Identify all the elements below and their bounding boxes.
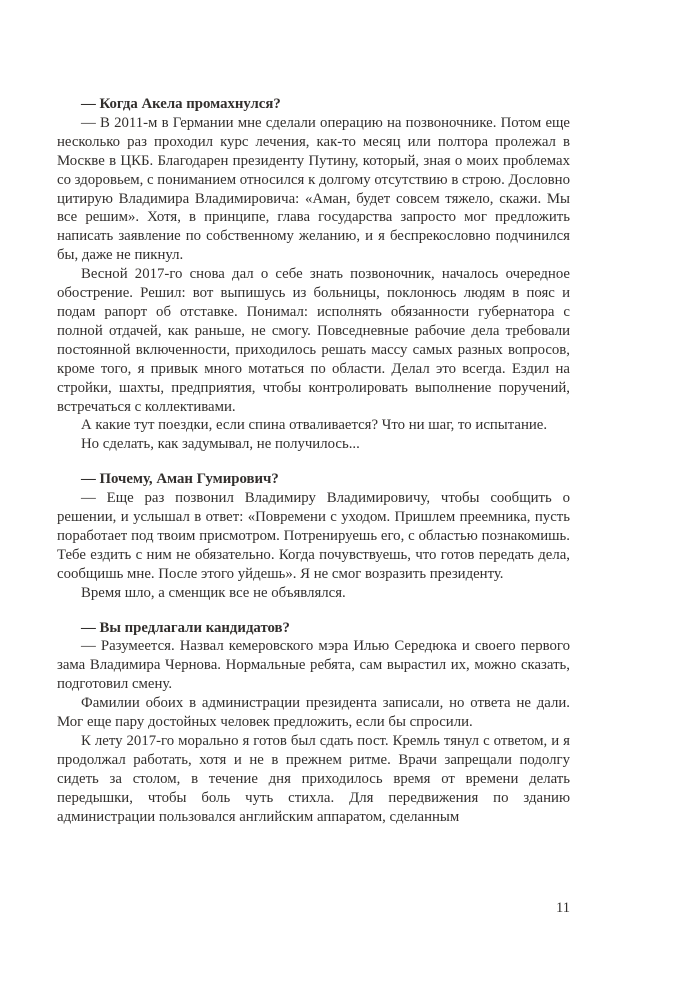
page-number: 11 xyxy=(556,900,570,916)
body-paragraph: Но сделать, как задумывал, не получилось... xyxy=(81,436,360,453)
text-block xyxy=(57,95,570,827)
interview-question: — Вы предлагали кандидатов? xyxy=(81,619,290,636)
body-paragraph: — Еще раз позвонил Владимиру Владимировичу, чтобы сообщить о решении, и услышал в ответ: «Повремени с уходом. Пришлем преемника, пусть поработает под твоим присмотром. Потренируешь его, с областью познакомишь. Тебе ездить с ним не обязательно. Когда почувствуешь, что готов передать дела, сообщишь мне. После этого уйдешь». Я не смог возразить президенту. xyxy=(57,490,570,582)
body-paragraph: — В 2011-м в Германии мне сделали операцию на позвоночнике. Потом еще несколько раз проходил курс лечения, как-то месяц или полтора пролежал в Москве в ЦКБ. Благодарен президенту Путину, который, зная о моих проблемах со здоровьем, с пониманием относился к долгому отсутствию в строю. Дословно цитирую Владимира Владимировича: «Аман, будет совсем тяжело, скажи. Мы все решим». Хотя, в принципе, глава государства запросто мог предложить написать заявление по собственному желанию, и я беспрекословно подчинился бы, даже не пикнул. xyxy=(57,114,570,264)
body-paragraph: Время шло, а сменщик все не объявлялся. xyxy=(81,584,346,601)
interview-question: — Почему, Аман Гумирович? xyxy=(81,471,279,488)
interview-question: — Когда Акела промахнулся? xyxy=(81,96,281,112)
body-paragraph: Весной 2017-го снова дал о себе знать позвоночник, началось очередное обострение. Решил: вот выпишусь из больницы, поклонюсь людям в пояс и подам рапорт об отставке. Понимал: исполнять обязанности губернатора с полной отдачей, как раньше, не смогу. Повседневные рабочие дела требовали постоянной включенности, приходилось решать массу самых разных вопросов, кроме того, я привык много мотаться по области. Делал это всегда. Ездил на стройки, шахты, предприятия, чтобы контролировать выполнение поручений, встречаться с коллективами. xyxy=(57,266,570,415)
body-paragraph: — Разумеется. Назвал кемеровского мэра Илью Середюка и своего первого зама Владимира Чернова. Нормальные ребята, сам вырастил их, можно сказать, подготовил смену. xyxy=(57,638,570,693)
body-paragraph: А какие тут поездки, если спина отваливается? Что ни шаг, то испытание. xyxy=(81,417,548,434)
body-paragraph: К лету 2017-го морально я готов был сдать пост. Кремль тянул с ответом, и я продолжал работать, хотя и не в прежнем ритме. Врачи запрещали подолгу сидеть за столом, в течение дня приходилось время от времени делать передышки, чтобы боль чуть стихла. Для передвижения по зданию администрации пользовался английским аппаратом, сделанным xyxy=(57,733,570,825)
body-paragraph: Фамилии обоих в администрации президента записали, но ответа не дали. Мог еще пару достойных человек предложить, если бы спросили. xyxy=(57,695,570,731)
